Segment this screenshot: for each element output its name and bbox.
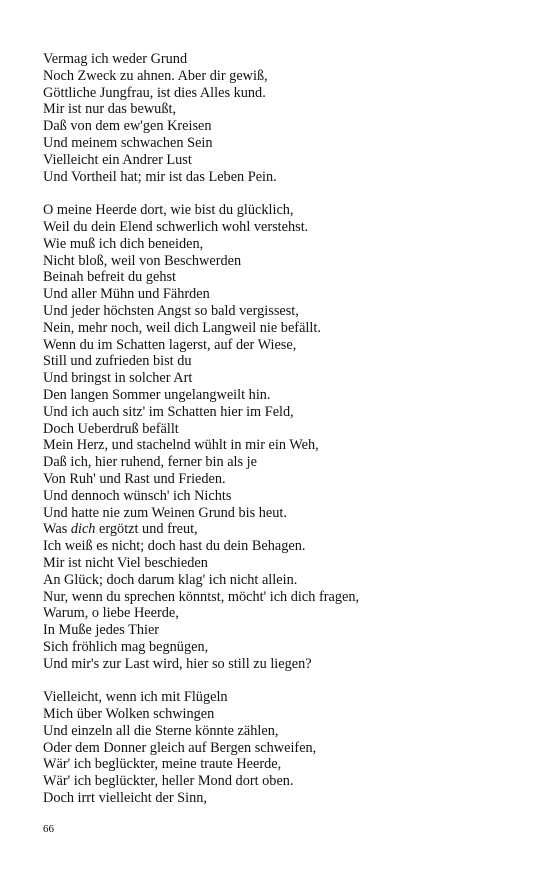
emphasized-word: dich — [70, 521, 96, 538]
poem-line-emphasis — [43, 521, 533, 538]
stanza-3 — [43, 689, 533, 807]
poem-line: Nur, wenn du sprechen könntst, möcht' ich dich fragen, — [43, 588, 360, 605]
poem-line: Vermag ich weder Grund — [43, 51, 188, 67]
poem-line: Und mir's zur Last wird, hier so still zu liegen? — [43, 655, 312, 672]
poem-line: Noch Zweck zu ahnen. Aber dir gewiß, — [43, 67, 268, 84]
poem-line: Sich fröhlich mag begnügen, — [43, 638, 209, 655]
poem-line: Daß von dem ew'gen Kreisen — [43, 118, 212, 135]
poem-line: Und aller Mühn und Fährden — [43, 286, 210, 303]
poem-line: Göttliche Jungfrau, ist dies Alles kund. — [43, 84, 266, 101]
poem-line: Wär' ich beglückter, heller Mond dort oben. — [43, 773, 294, 790]
poem-line: Nein, mehr noch, weil dich Langweil nie befällt. — [43, 319, 321, 336]
poem-line: Warum, o liebe Heerde, — [43, 605, 179, 622]
poem-line: Und ich auch sitz' im Schatten hier im Feld, — [43, 403, 294, 420]
poem-line: Vielleicht ein Andrer Lust — [43, 151, 192, 168]
poem-text — [43, 51, 533, 824]
poem-line: Mir ist nur das bewußt, — [43, 101, 177, 118]
poem-line: Beinah befreit du gehst — [43, 269, 177, 286]
poem-line: Mein Herz, und stachelnd wühlt in mir ein Weh, — [43, 437, 319, 454]
poem-line: An Glück; doch darum klag' ich nicht allein. — [43, 571, 298, 588]
poem-line: Oder dem Donner gleich auf Bergen schweifen, — [43, 739, 317, 756]
poem-line: Daß ich, hier ruhend, ferner bin als je — [43, 454, 257, 471]
stanza-2 — [43, 202, 533, 672]
poem-line: Und einzeln all die Sterne könnte zählen, — [43, 722, 279, 739]
poem-line: Wenn du im Schatten lagerst, auf der Wiese, — [43, 336, 297, 353]
poem-line: Und Vortheil hat; mir ist das Leben Pein. — [43, 168, 277, 185]
poem-line: Wär' ich beglückter, meine traute Heerde, — [43, 756, 282, 773]
poem-line: Nicht bloß, weil von Beschwerden — [43, 252, 242, 269]
poem-line: Und meinem schwachen Sein — [43, 134, 213, 151]
poem-line: Still und zufrieden bist du — [43, 353, 192, 370]
poem-line: Doch Ueberdruß befällt — [43, 420, 179, 437]
poem-line: Mir ist nicht Viel beschieden — [43, 554, 208, 571]
poem-line: Und bringst in solcher Art — [43, 370, 193, 387]
poem-line: Wie muß ich dich beneiden, — [43, 235, 204, 252]
poem-line: Doch irrt vielleicht der Sinn, — [43, 790, 207, 807]
poem-line: Mich über Wolken schwingen — [43, 706, 215, 723]
poem-line: Und jeder höchsten Angst so bald vergissest, — [43, 302, 299, 319]
emphasis-after: ergötzt und freut, — [95, 521, 198, 538]
poem-line: Weil du dein Elend schwerlich wohl verstehst. — [43, 218, 309, 235]
page-number: 66 — [43, 823, 54, 835]
poem-line: Von Ruh' und Rast und Frieden. — [43, 470, 226, 487]
poem-line: Den langen Sommer ungelangweilt hin. — [43, 386, 271, 403]
poem-line: O meine Heerde dort, wie bist du glücklich, — [43, 202, 294, 219]
poem-line: Ich weiß es nicht; doch hast du dein Behagen. — [43, 538, 306, 555]
emphasis-before: Was — [43, 521, 71, 538]
poem-line: Und hatte nie zum Weinen Grund bis heut. — [43, 504, 287, 521]
stanza-1 — [43, 51, 533, 185]
poem-line: Und dennoch wünsch' ich Nichts — [43, 487, 232, 504]
poem-line: Vielleicht, wenn ich mit Flügeln — [43, 689, 228, 706]
poem-line: In Muße jedes Thier — [43, 622, 160, 639]
